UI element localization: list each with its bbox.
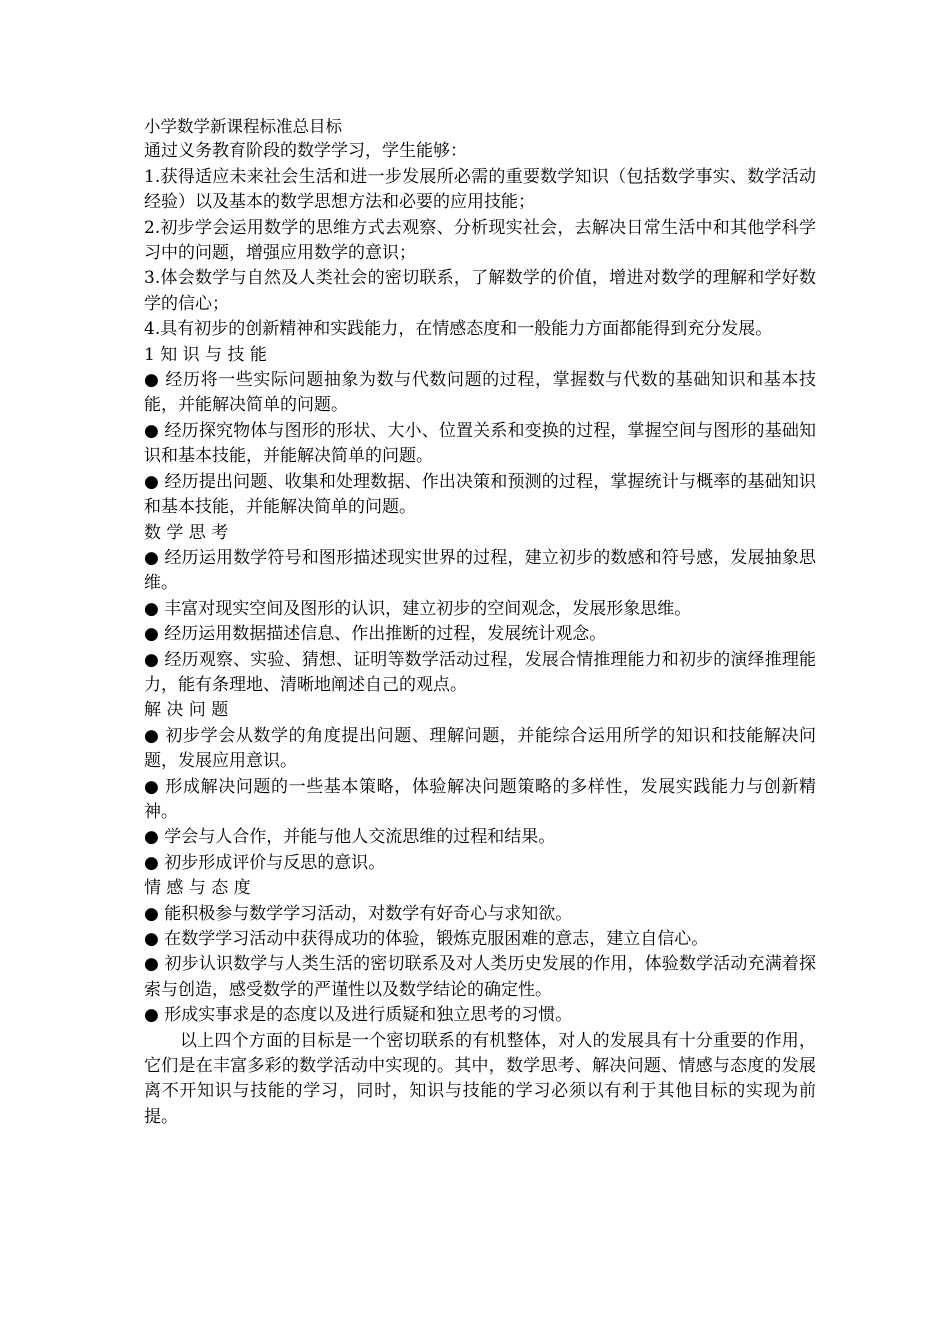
bullet-item: ● 经历探究物体与图形的形状、大小、位置关系和变换的过程，掌握空间与图形的基础知识和基本技能，并能解决简单的问题。 (144, 420, 816, 467)
bullet-item: ● 经历观察、实验、猜想、证明等数学活动过程，发展合情推理能力和初步的演绎推理能力，能有条理地、清晰地阐述自己的观点。 (144, 649, 816, 695)
section-heading-emotion-attitude: 情 感 与 态 度 (144, 878, 251, 899)
goal-item: 4.具有初步的创新精神和实践能力，在情感态度和一般能力方面都能得到充分发展。 (144, 319, 773, 340)
bullet-item: ● 在数学学习活动中获得成功的体验，锻炼克服困难的意志，建立自信心。 (144, 929, 709, 949)
goal-item: 3.体会数学与自然及人类社会的密切联系，了解数学的价值，增进对数学的理解和学好数学的信心； (144, 268, 816, 314)
section-heading-problem-solving: 解 决 问 题 (144, 700, 229, 721)
bullet-item: ● 经历提出问题、收集和处理数据、作出决策和预测的过程，掌握统计与概率的基础知识和基本技能，并能解决简单的问题。 (144, 471, 816, 518)
section-heading-math-thinking: 数 学 思 考 (144, 522, 229, 543)
bullet-item: ● 经历将一些实际问题抽象为数与代数问题的过程，掌握数与代数的基础知识和基本技能，并能解决简单的问题。 (144, 370, 816, 416)
bullet-item: ● 初步学会从数学的角度提出问题、理解问题，并能综合运用所学的知识和技能解决问题，发展应用意识。 (144, 725, 816, 772)
document-title: 小学数学新课程标准总目标 (144, 117, 342, 136)
bullet-item: ● 形成实事求是的态度以及进行质疑和独立思考的习惯。 (144, 1005, 573, 1026)
document-page (144, 114, 816, 1130)
bullet-item: ● 学会与人合作，并能与他人交流思维的过程和结果。 (144, 827, 556, 848)
bullet-item: ● 能积极参与数学学习活动，对数学有好奇心与求知欲。 (144, 903, 573, 924)
bullet-item: ● 经历运用数学符号和图形描述现实世界的过程，建立初步的数感和符号感，发展抽象思维。 (144, 547, 816, 594)
goal-item: 1.获得适应未来社会生活和进一步发展所必需的重要数学知识（包括数学事实、数学活动经验）以及基本的数学思想方法和必要的应用技能； (144, 166, 816, 213)
bullet-item: ● 丰富对现实空间及图形的认识，建立初步的空间观念，发展形象思维。 (144, 598, 692, 619)
section-heading-knowledge-skills: 1 知 识 与 技 能 (144, 344, 267, 365)
conclusion-paragraph: 以上四个方面的目标是一个密切联系的有机整体，对人的发展具有十分重要的作用，它们是在丰富多彩的数学活动中实现的。其中，数学思考、解决问题、情感与态度的发展离不开知识与技能的学习，同时，知识与技能的学习必须以有利于其他目标的实现为前提。 (144, 1030, 816, 1127)
bullet-item: ● 经历运用数据描述信息、作出推断的过程，发展统计观念。 (144, 624, 607, 645)
intro-paragraph: 通过义务教育阶段的数学学习，学生能够： (144, 141, 467, 162)
bullet-item: ● 初步形成评价与反思的意识。 (144, 852, 386, 873)
bullet-item: ● 初步认识数学与人类生活的密切联系及对人类历史发展的作用，体验数学活动充满着探索与创造，感受数学的严谨性以及数学结论的确定性。 (144, 954, 816, 1000)
bullet-item: ● 形成解决问题的一些基本策略，体验解决问题策略的多样性，发展实践能力与创新精神。 (144, 776, 816, 822)
goal-item: 2.初步学会运用数学的思维方式去观察、分析现实社会，去解决日常生活中和其他学科学习中的问题，增强应用数学的意识； (144, 217, 816, 264)
